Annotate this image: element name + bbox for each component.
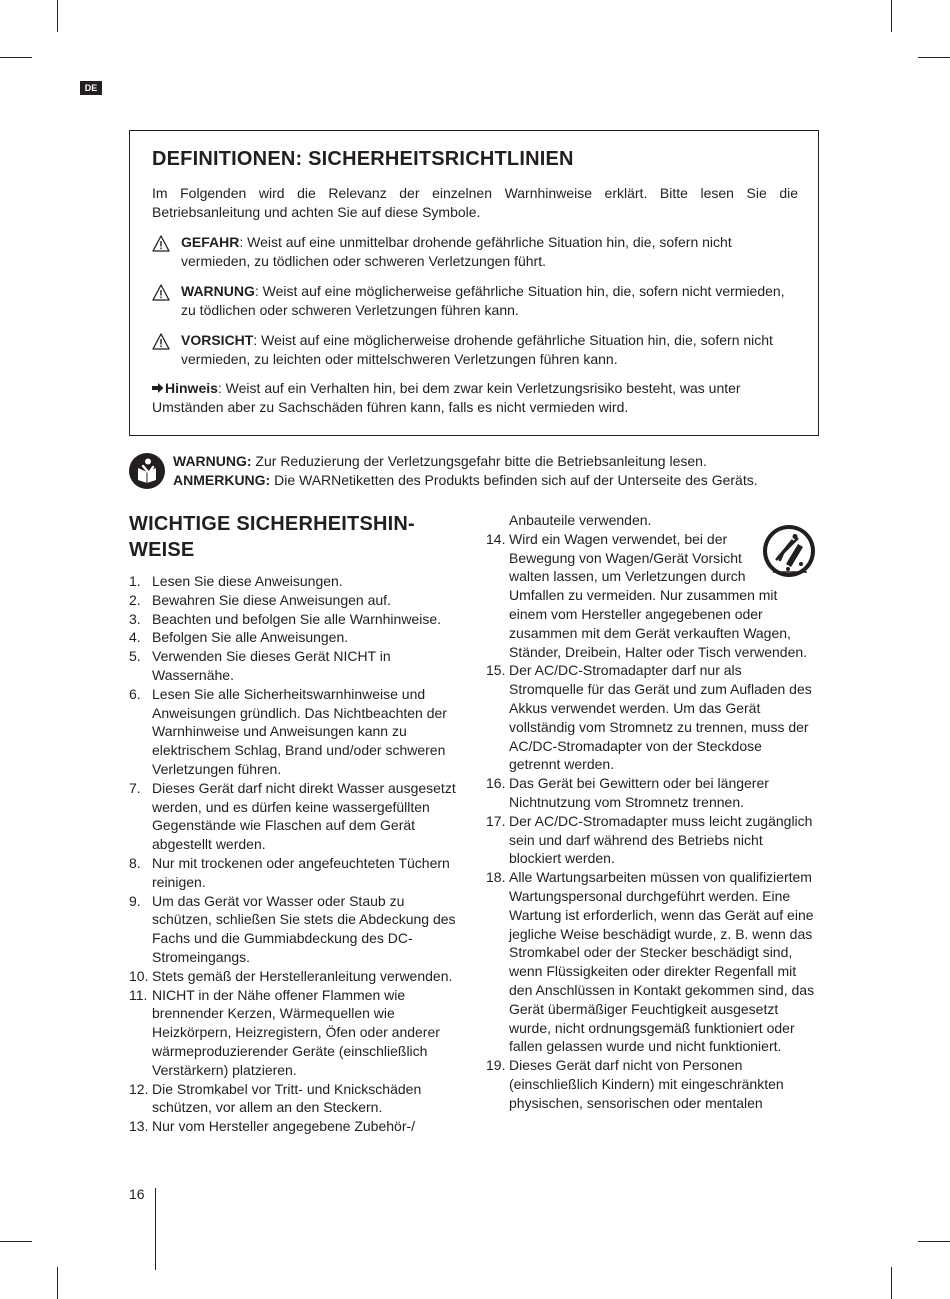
item-number: 19. <box>486 1057 506 1074</box>
item-number: 16. <box>486 775 506 792</box>
crop-mark <box>57 1267 58 1299</box>
crop-mark <box>891 1267 892 1299</box>
safety-list-left <box>129 572 464 1136</box>
list-item <box>129 647 464 685</box>
warning-triangle-icon <box>152 284 170 301</box>
item-number: 9. <box>129 892 141 909</box>
list-item <box>129 628 464 647</box>
warning-triangle-icon <box>152 333 170 350</box>
item-number: 14. <box>486 530 506 547</box>
item-text: Das Gerät bei Gewittern oder bei längerer Nichtnutzung vom Stromnetz trennen. <box>509 775 769 810</box>
item-text: Um das Gerät vor Wasser oder Staub zu schützen, schließen Sie stets die Abdeckung des Fachs und die Gummiabdeckung des DC-Stromeingangs. <box>152 892 456 965</box>
item-number: 12. <box>129 1080 149 1097</box>
item-text: Wird ein Wagen verwendet, bei der Bewegung von Wagen/Gerät Vorsicht walten lassen, um Verletzungen durch Umfallen zu vermeiden. Nur zusammen mit einem vom Hersteller angegebenen oder zusammen mit dem Gerät verkauften Wagen, Ständer, Dreibein, Halter oder Tisch verwenden. <box>486 530 816 662</box>
item-text: Alle Wartungsarbeiten müssen von qualifiziertem Wartungspersonal durchgeführt werden. Eine Wartung ist erforderlich, wenn das Gerät auf eine jegliche Weise beschädigt wurde, z. B. wenn das Stromkabel oder der Stecker beschädigt sind, wenn Flüssigkeiten oder direkter Regenfall mit den Anschlüssen in Kontakt gekommen sind, das Gerät übermäßiger Feuchtigkeit ausgesetzt wurde, nicht ordnungsgemäß funktioniert oder fallen gelassen wurde und nicht funktioniert. <box>509 869 815 1055</box>
item-number: 6. <box>129 685 141 702</box>
list-item <box>486 774 816 812</box>
item-number: 11. <box>129 986 148 1003</box>
list-item <box>486 1056 816 1112</box>
list-item <box>129 591 464 610</box>
manual-warning-line <box>173 452 823 471</box>
item-number: 13. <box>129 1118 149 1135</box>
definitions-intro: Im Folgenden wird die Relevanz der einzelnen Warnhinweise erklärt. Bitte lesen Sie die Betriebsanleitung und achten Sie auf diese Symbole. <box>152 185 798 220</box>
list-item <box>486 661 816 774</box>
item-number: 15. <box>486 662 506 679</box>
crop-mark <box>57 0 58 32</box>
list-item <box>129 685 464 779</box>
crop-mark <box>0 57 32 58</box>
note-term: Hinweis <box>165 380 218 396</box>
read-manual-icon <box>129 453 165 489</box>
definition-note <box>152 379 798 417</box>
item-number: 4. <box>129 629 141 646</box>
item-text: Nur mit trockenen oder angefeuchteten Tüchern reinigen. <box>152 854 450 890</box>
item-text: Verwenden Sie dieses Gerät NICHT in Wassernähe. <box>152 648 391 683</box>
definition-term: GEFAHR <box>181 234 240 250</box>
list-item <box>129 610 464 629</box>
item-text: Dieses Gerät darf nicht von Personen (einschließlich Kindern) mit eingeschränkten physischen, sensorischen oder mentalen <box>509 1057 784 1111</box>
item-text: Die Stromkabel vor Tritt- und Knickschäden schützen, vor allem an den Steckern. <box>152 1080 422 1116</box>
manual-note-text: Die WARNetiketten des Produkts befinden sich auf der Unterseite des Geräts. <box>270 472 758 488</box>
item-text: Befolgen Sie alle Anweisungen. <box>152 629 349 646</box>
list-item <box>129 854 464 892</box>
item-number: 7. <box>129 779 141 796</box>
definition-text: : Weist auf eine möglicherweise gefährliche Situation hin, die, sofern nicht vermieden, zu tödlichen oder schweren Verletzungen führen kann. <box>181 283 785 318</box>
manual-note-label: ANMERKUNG: <box>173 472 271 488</box>
manual-warning-label: WARNUNG: <box>173 453 252 469</box>
crop-mark <box>891 0 892 32</box>
cart-tipover-icon <box>762 524 816 578</box>
crop-mark <box>918 57 950 58</box>
list-item <box>129 572 464 591</box>
item-text: NICHT in der Nähe offener Flammen wie brennender Kerzen, Wärmequellen wie Heizkörpern, Heizregistern, Öfen oder anderer wärmeproduzierender Geräte (einschließlich Verstärkern) platzieren. <box>152 986 440 1078</box>
item-text: Stets gemäß der Herstelleranleitung verwenden. <box>152 967 453 984</box>
definition-term: WARNUNG <box>181 283 255 299</box>
list-item <box>129 892 464 967</box>
footer-rule <box>155 1188 156 1270</box>
list-item <box>486 812 816 868</box>
item-text: Bewahren Sie diese Anweisungen auf. <box>152 591 391 608</box>
item-number: 10. <box>129 967 149 984</box>
item-text: Dieses Gerät darf nicht direkt Wasser ausgesetzt werden, und es dürfen keine wassergefüllten Gegenstände wie Flaschen auf dem Gerät abgestellt werden. <box>152 779 456 853</box>
warning-triangle-icon <box>152 235 170 252</box>
list-item <box>129 967 464 986</box>
definition-text: : Weist auf eine möglicherweise drohende gefährliche Situation hin, die, sofern nicht vermieden, zu leichten oder mittelschweren Verletzungen führen kann. <box>181 332 773 367</box>
list-item <box>129 779 464 854</box>
item-text: Nur vom Hersteller angegebene Zubehör-/ <box>152 1118 416 1135</box>
item-text: Lesen Sie diese Anweisungen. <box>152 573 343 589</box>
list-item <box>129 1117 464 1136</box>
item-number: 8. <box>129 854 141 871</box>
item-text: Lesen Sie alle Sicherheitswarnhinweise und Anweisungen gründlich. Das Nichtbeachten der Warnhinweise und Anweisungen kann zu elektrischem Schlag, Brand und/oder schweren Verletzungen führen. <box>152 685 447 777</box>
list-item <box>129 986 464 1080</box>
page-number: 16 <box>129 1186 145 1202</box>
manual-note-line <box>173 471 823 490</box>
item-number: 1. <box>129 573 141 589</box>
item-text: Der AC/DC-Stromadapter muss leicht zugänglich sein und darf während des Betriebs nicht blockiert werden. <box>509 812 813 867</box>
arrow-right-icon <box>152 382 164 394</box>
item-text: Beachten und befolgen Sie alle Warnhinweise. <box>152 610 442 627</box>
list-item <box>129 1080 464 1118</box>
safety-list-right <box>486 511 816 1113</box>
item-number: 5. <box>129 648 141 665</box>
definition-term: VORSICHT <box>181 332 254 348</box>
note-text: : Weist auf ein Verhalten hin, bei dem zwar kein Verletzungsrisiko besteht, was unter Umständen aber zu Sachschäden führen kann, falls es nicht vermieden wird. <box>152 380 741 415</box>
item-number: 2. <box>129 591 141 608</box>
definitions-box <box>129 130 819 436</box>
crop-mark <box>918 1241 950 1242</box>
item-number: 3. <box>129 610 141 627</box>
item-number: 18. <box>486 869 506 886</box>
definitions-title: DEFINITIONEN: SICHERHEITSRICHTLINIEN <box>152 148 574 170</box>
item-text: Der AC/DC-Stromadapter darf nur als Stromquelle für das Gerät und zum Aufladen des Akkus verwendet werden. Um das Gerät vollständig vom Stromnetz zu trennen, muss der AC/DC-Stromadapter von der Steckdose getrennt werden. <box>509 662 812 773</box>
manual-warning-text: Zur Reduzierung der Verletzungsgefahr bitte die Betriebsanleitung lesen. <box>251 453 707 469</box>
crop-mark <box>0 1241 32 1242</box>
list-item <box>486 868 816 1056</box>
definition-text: : Weist auf eine unmittelbar drohende gefährliche Situation hin, die, sofern nicht vermieden, zu tödlichen oder schweren Verletzungen führt. <box>181 234 732 269</box>
item-number: 17. <box>486 812 506 829</box>
language-badge: DE <box>80 81 102 95</box>
manual-notice <box>129 452 829 492</box>
item-text: Anbauteile verwenden. <box>509 512 652 528</box>
safety-title: WICHTIGE SICHERHEITSHIN-WEISE <box>129 513 415 561</box>
